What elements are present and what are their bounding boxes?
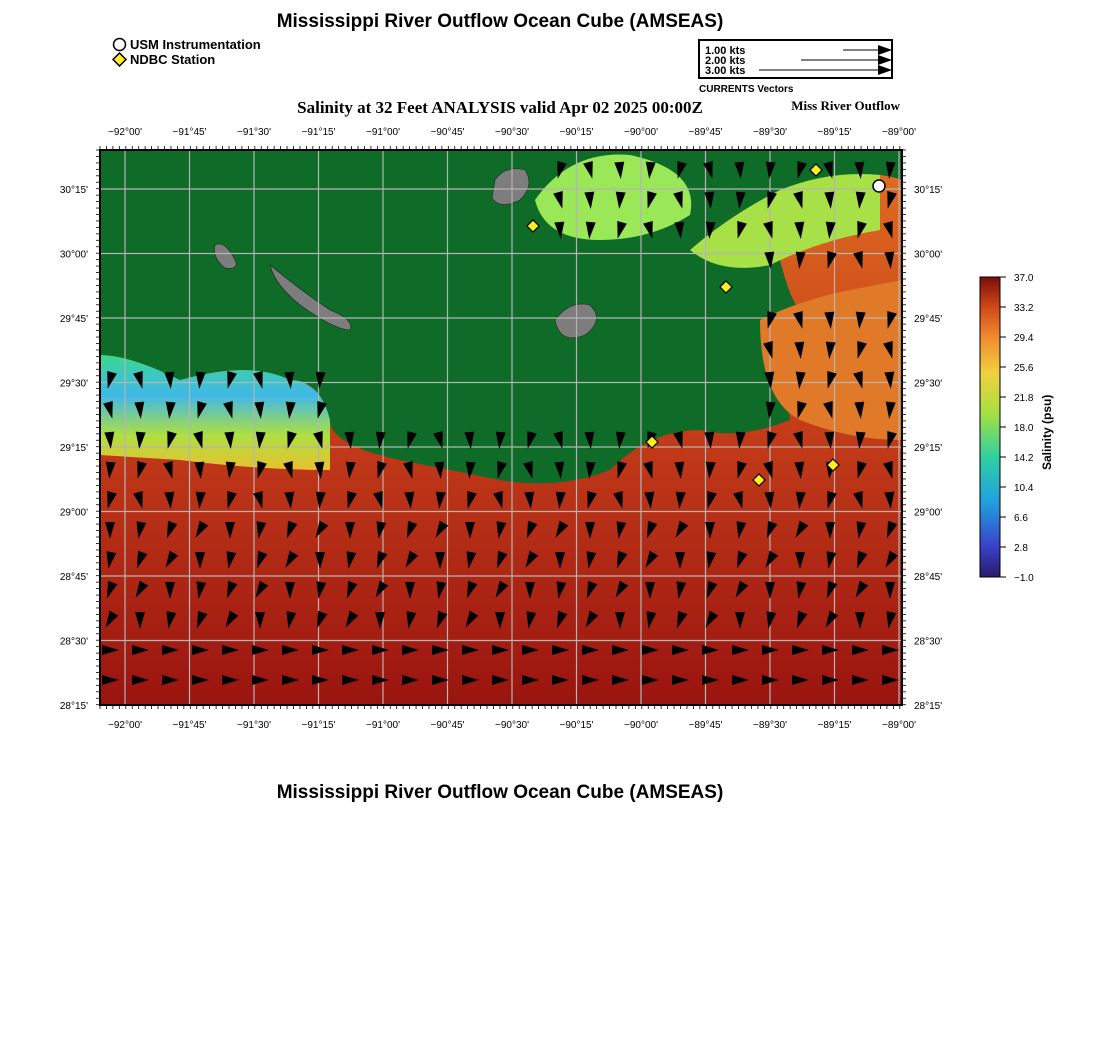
lat-axis-left — [60, 185, 88, 712]
vector-caption: CURRENTS Vectors — [699, 84, 794, 95]
lon-label-top: −90°15' — [559, 127, 594, 138]
vector-label-3: 3.00 kts — [705, 65, 746, 77]
lat-label-left: 28°45' — [59, 572, 88, 583]
lon-label-bottom: −91°00' — [366, 720, 400, 731]
colorbar-tick-label: 25.6 — [1014, 363, 1034, 374]
lat-label-left: 30°15' — [59, 185, 88, 196]
lon-label-bottom: −89°45' — [688, 720, 723, 731]
lon-label-top: −89°00' — [882, 127, 916, 138]
lon-label-top: −89°45' — [688, 127, 723, 138]
lon-label-top: −90°00' — [624, 127, 658, 138]
lat-label-right: 30°15' — [914, 185, 943, 196]
lat-label-left: 28°15' — [59, 701, 88, 712]
region-label: Miss River Outflow — [791, 98, 900, 113]
lon-label-top: −91°00' — [366, 127, 400, 138]
lon-label-bottom: −89°00' — [882, 720, 916, 731]
lon-label-bottom: −92°00' — [108, 720, 142, 731]
lon-label-bottom: −91°15' — [301, 720, 336, 731]
lat-label-right: 30°00' — [914, 249, 943, 261]
lat-label-left: 29°00' — [59, 507, 88, 519]
vector-label-2: 2.00 kts — [705, 55, 746, 67]
legend-ndbc-label: NDBC Station — [130, 52, 216, 67]
lat-axis-right — [914, 185, 942, 712]
lon-label-top: −90°45' — [430, 127, 465, 138]
lon-label-top: −91°45' — [172, 127, 207, 138]
lat-label-right: 29°15' — [914, 443, 943, 454]
map-title-bottom: Mississippi River Outflow Ocean Cube (AMSEAS) — [276, 782, 724, 803]
lon-label-top: −89°30' — [753, 127, 787, 138]
lon-label-top: −92°00' — [108, 127, 142, 138]
lon-axis-top — [108, 127, 916, 138]
map-subtitle: Salinity at 32 Feet ANALYSIS valid Apr 02 2025 00:00Z — [297, 98, 703, 117]
lon-label-bottom: −90°45' — [430, 720, 465, 731]
salinity-colorbar — [980, 277, 1000, 577]
lat-label-right: 29°30' — [914, 378, 943, 390]
lon-label-bottom: −91°30' — [237, 720, 271, 731]
map-title: Mississippi River Outflow Ocean Cube (AMSEAS) — [276, 11, 724, 32]
lon-label-bottom: −90°30' — [495, 720, 529, 731]
lat-label-right: 28°15' — [914, 701, 943, 712]
colorbar-tick-label: 37.0 — [1014, 273, 1034, 284]
lon-label-bottom: −90°00' — [624, 720, 658, 731]
lon-label-bottom: −89°15' — [817, 720, 852, 731]
lon-label-bottom: −89°30' — [753, 720, 787, 731]
colorbar-ticks — [1000, 273, 1034, 584]
lat-label-right: 28°45' — [914, 572, 943, 583]
colorbar-tick-label: 2.8 — [1014, 543, 1028, 554]
colorbar-tick-label: 18.0 — [1014, 423, 1034, 434]
lon-label-top: −91°15' — [301, 127, 336, 138]
lon-label-top: −91°30' — [237, 127, 271, 138]
legend-usm-label: USM Instrumentation — [130, 37, 261, 52]
lat-label-left: 28°30' — [59, 636, 88, 648]
lat-label-left: 29°30' — [59, 378, 88, 390]
lat-label-left: 29°15' — [59, 443, 88, 454]
colorbar-tick-label: 29.4 — [1014, 333, 1034, 344]
lon-label-bottom: −91°45' — [172, 720, 207, 731]
lon-label-top: −89°15' — [817, 127, 852, 138]
lat-label-left: 30°00' — [59, 249, 88, 261]
usm-instrument-marker — [873, 180, 885, 192]
lon-label-bottom: −90°15' — [559, 720, 594, 731]
vector-label-1: 1.00 kts — [705, 45, 746, 57]
lon-axis-bottom — [108, 720, 916, 731]
lon-label-top: −90°30' — [495, 127, 529, 138]
colorbar-tick-label: 14.2 — [1014, 453, 1034, 464]
lat-label-right: 29°00' — [914, 507, 943, 519]
colorbar-tick-label: 33.2 — [1014, 303, 1034, 314]
colorbar-tick-label: −1.0 — [1014, 573, 1034, 584]
colorbar-label: Salinity (psu) — [1040, 394, 1054, 470]
colorbar-tick-label: 6.6 — [1014, 513, 1028, 524]
lat-label-right: 28°30' — [914, 636, 943, 648]
lat-label-left: 29°45' — [59, 314, 88, 325]
colorbar-tick-label: 10.4 — [1014, 483, 1034, 494]
lat-label-right: 29°45' — [914, 314, 943, 325]
colorbar-tick-label: 21.8 — [1014, 393, 1034, 404]
map-frame-content — [100, 150, 902, 705]
